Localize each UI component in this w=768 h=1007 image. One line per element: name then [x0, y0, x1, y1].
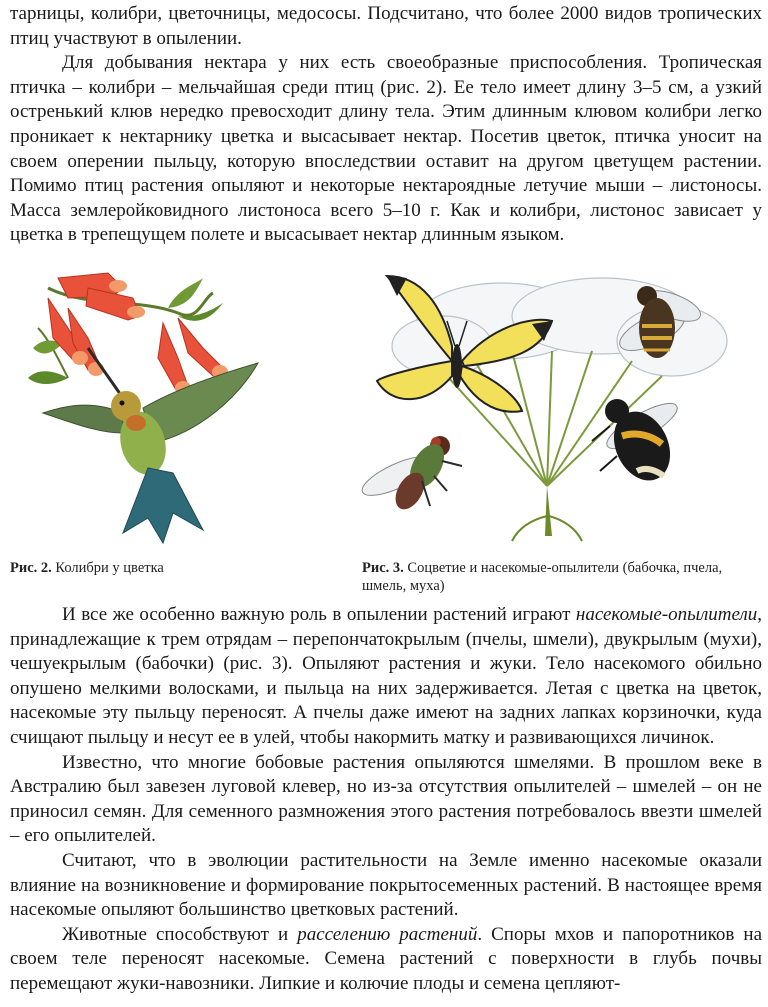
paragraph-seed-dispersal-start: Животные способствуют и: [62, 923, 298, 945]
paragraph-hummingbird: Для добывания нектара у них есть своеобразные приспособления. Тропическая птичка – колибри – мельчайшая среди птиц (рис. 2). Ее тело имеет длину 3–5 см, а узкий остренький клюв нередко превосходит длину тела. Этим длинным клювом колибри легко проникает к нектарнику цветка и высасывает нектар. Посетив цветок, птичка уносит на своем оперении пыльцу, которую впоследствии оставит на другом цветущем растении. Помимо птиц растения опыляют и некоторые нектароядные летучие мыши – листоносы. Масса землеройковидного листоноса всего 5–10 г. Как и колибри, листонос зависает у цветка в трепещущем полете и высасывает нектар длинным языком.: [10, 52, 762, 246]
paragraph-insect-pollinators: [10, 603, 762, 751]
paragraph-insect-pollinators-start: И все же особенно важную роль в опылении растений играют: [62, 604, 576, 625]
paragraph-seed-dispersal: [10, 923, 762, 997]
paragraph-seed-dispersal-rest: . Споры мхов и папоротников на своем теле переносят насекомые. Семена растений с поверхности в глубь почвы перемещают жуки-навозники. Липкие и колючие плоды и семена цепляют-: [10, 923, 762, 994]
text-block-bottom: [10, 603, 762, 997]
paragraph-insect-pollinators-rest: , принадлежащие к трем отрядам – перепончатокрылым (пчелы, шмели), двукрылым (мухи), чешуекрылым (бабочки) (рис. 3). Опыляют растения и жуки. Тело насекомого обильно опушено мелкими волосками, и пыльца на них задерживается. Летая с цветка на цветок, насекомые эту пыльцу переносят. А пчелы даже имеют на задних лапках корзиночки, куда счищают пыльцу и несут ее в улей, чтобы накормить матку и развивающихся личинок.: [10, 604, 762, 748]
term-plant-dispersal: расселению растений: [297, 923, 478, 945]
caption-figure-2: [10, 559, 310, 577]
caption-figure-3-label: Рис. 3.: [362, 560, 404, 576]
caption-figure-2-text: Колибри у цветка: [55, 560, 164, 576]
caption-figure-3: [362, 559, 762, 595]
caption-figure-2-label: Рис. 2.: [10, 560, 52, 576]
hummingbird-illustration: [28, 268, 278, 548]
fly-icon: [357, 436, 462, 514]
paragraph-evolution: Считают, что в эволюции растительности на Земле именно насекомые оказали влияние на возникновение и формирование покрытосеменных растений. В настоящее время насекомые опыляют большинство цветковых растений.: [10, 849, 762, 921]
caption-figure-3-text: Соцветие и насекомые-опылители (бабочка, пчела, шмель, муха): [362, 560, 723, 594]
figure-hummingbird: [28, 268, 278, 548]
figure-inflorescence-insects: [352, 266, 732, 550]
term-insect-pollinators: насекомые-опылители: [575, 604, 758, 625]
paragraph-bumblebees-clover: Известно, что многие бобовые растения опыляются шмелями. В прошлом веке в Австралию был завезен луговой клевер, но из-за отсутствия опылителей – шмелей – он не приносил семян. Для семенного размножения этого растения потребовалось ввезти шмелей – его опылителей.: [10, 751, 762, 847]
inflorescence-illustration: [352, 266, 732, 550]
text-block-top: [10, 2, 762, 248]
paragraph-continuation: тарницы, колибри, цветочницы, медососы. Подсчитано, что более 2000 видов тропических птиц участвуют в опылении.: [10, 3, 762, 49]
bumblebee-icon: [592, 396, 683, 490]
